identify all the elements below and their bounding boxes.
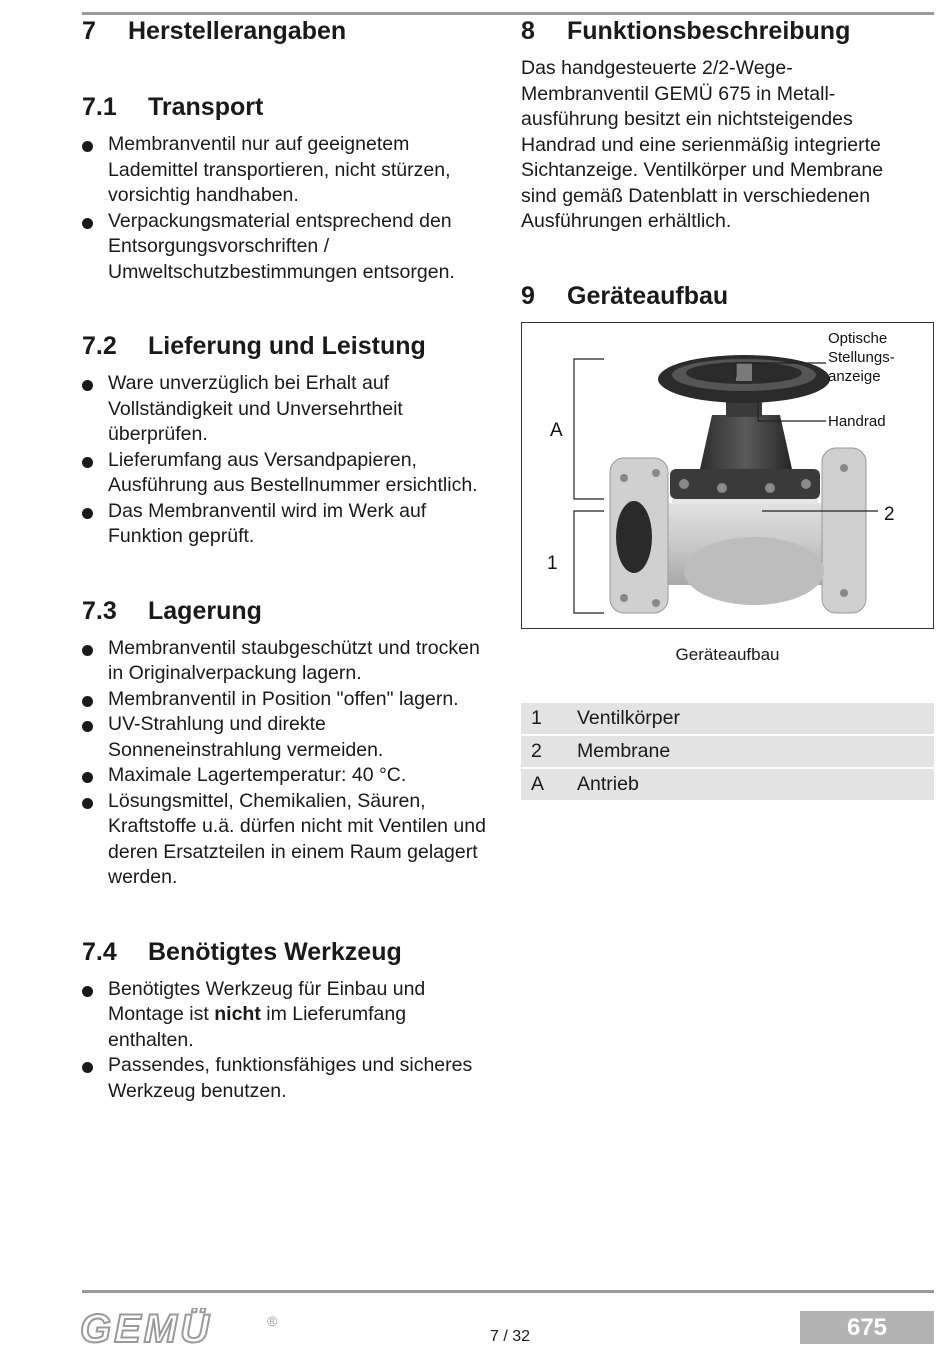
section-number: 7.3 <box>82 596 117 625</box>
section-7-3-heading <box>82 596 492 626</box>
section-7-4-heading <box>82 937 492 967</box>
bolt-hole-shape <box>840 464 848 472</box>
top-rule <box>82 12 934 15</box>
text-segment: Benötigtes Werkzeug für Einbau und Montage ist <box>108 977 426 1025</box>
bolt-shape <box>679 479 689 489</box>
list-item: Membranventil staubgeschützt und trocken in Originalverpackung lagern. <box>82 636 492 687</box>
bolt-hole-shape <box>840 589 848 597</box>
section-7-2-heading <box>82 331 492 361</box>
section-title: Lagerung <box>148 596 262 625</box>
label-optische: Optische <box>828 330 888 347</box>
delivery-list <box>82 371 492 550</box>
diaphragm-valve-illustration <box>522 323 932 627</box>
bolt-shape <box>801 479 811 489</box>
section-title: Transport <box>148 93 264 121</box>
logo-wordmark: GEMÜ <box>80 1308 212 1348</box>
label-2: 2 <box>884 504 895 525</box>
bonnet-shape <box>700 415 792 469</box>
table-row <box>521 736 934 767</box>
list-item: Lösungsmittel, Chemikalien, Säuren, Kraftstoffe u.ä. dürfen nicht mit Ventilen und deren Ersatzteilen in einem Raum gelagert werden. <box>82 789 492 891</box>
section-title: Geräteaufbau <box>567 281 729 310</box>
bonnet-plate-shape <box>670 469 820 499</box>
left-column <box>82 16 492 1104</box>
legend-value: Antrieb <box>577 769 934 800</box>
list-item: Membranventil nur auf geeignetem Lademittel transportieren, nicht stürzen, vorsichtig handhaben. <box>82 132 492 209</box>
bolt-shape <box>765 483 775 493</box>
list-item: Passendes, funktionsfähiges und sicheres Werkzeug benutzen. <box>82 1053 492 1104</box>
bottom-rule <box>82 1290 934 1293</box>
list-item: Membranventil in Position "offen" lagern. <box>82 687 492 713</box>
table-row <box>521 703 934 734</box>
list-item <box>82 977 492 1054</box>
section-7-1-heading <box>82 92 492 122</box>
label-a: A <box>550 420 563 441</box>
label-anzeige: anzeige <box>828 368 881 385</box>
section-8-heading <box>521 16 934 46</box>
list-item: UV-Strahlung und direkte Sonneneinstrahlung vermeiden. <box>82 712 492 763</box>
list-item: Das Membranventil wird im Werk auf Funktion geprüft. <box>82 499 492 550</box>
transport-list <box>82 132 492 285</box>
figure-caption: Geräteaufbau <box>675 645 780 664</box>
function-description: Das handgesteuerte 2/2-Wege-Membranventil GEMÜ 675 in Metall-ausführung besitzt ein nichtsteigendes Handrad und eine serienmäßig integrierte Sichtanzeige. Ventilkörper und Membrane sind gemäß Datenblatt in verschiedenen Ausführungen erhältlich. <box>521 57 884 232</box>
text-segment: im Lieferumfang enthalten. <box>108 1003 407 1051</box>
model-number-badge: 675 <box>800 1311 934 1344</box>
section-title: Funktionsbeschreibung <box>567 17 851 45</box>
label-handrad: Handrad <box>828 413 886 430</box>
bolt-shape <box>717 483 727 493</box>
section-number: 7 <box>82 17 96 45</box>
label-stellungs: Stellungs- <box>828 349 895 366</box>
position-indicator-shape <box>736 363 752 381</box>
section-number: 7.2 <box>82 332 117 360</box>
bolt-hole-shape <box>620 594 628 602</box>
bolt-hole-shape <box>652 469 660 477</box>
legend-key: 2 <box>521 736 577 767</box>
bolt-hole-shape <box>652 599 660 607</box>
bolt-hole-shape <box>620 474 628 482</box>
label-1: 1 <box>547 553 558 574</box>
legend-key: 1 <box>521 703 577 734</box>
section-title: Lieferung und Leistung <box>148 332 426 360</box>
gemu-logo <box>80 1308 300 1348</box>
page-number: 7 / 32 <box>489 1328 531 1345</box>
section-number: 9 <box>521 281 535 310</box>
emphasis-text: nicht <box>214 1003 261 1025</box>
section-number: 7.1 <box>82 93 117 121</box>
pipe-opening-shape <box>616 501 652 573</box>
tools-list <box>82 977 492 1105</box>
parts-legend-table <box>521 701 934 802</box>
legend-key: A <box>521 769 577 800</box>
list-item: Ware unverzüglich bei Erhalt auf Vollständigkeit und Unversehrtheit überprüfen. <box>82 371 492 448</box>
section-9-heading <box>521 281 934 311</box>
registered-mark: ® <box>267 1313 278 1329</box>
section-title: Benötigtes Werkzeug <box>148 937 402 966</box>
section-7-heading <box>82 16 492 46</box>
legend-value: Ventilkörper <box>577 703 934 734</box>
bracket-1-shape <box>574 511 604 613</box>
legend-value: Membrane <box>577 736 934 767</box>
right-flange-shape <box>822 448 866 613</box>
valve-figure <box>521 322 934 629</box>
section-number: 8 <box>521 17 535 45</box>
diaphragm-shape <box>672 499 818 504</box>
section-title: Herstellerangaben <box>128 17 347 45</box>
list-item: Verpackungsmaterial entsprechend den Entsorgungsvorschriften / Umweltschutzbestimmungen entsorgen. <box>82 209 492 286</box>
list-item: Lieferumfang aus Versandpapieren, Ausführung aus Bestellnummer ersichtlich. <box>82 448 492 499</box>
table-row <box>521 769 934 800</box>
storage-list <box>82 636 492 891</box>
bracket-a-shape <box>574 359 604 499</box>
gemu-logo-mark <box>80 1308 300 1348</box>
list-item: Maximale Lagertemperatur: 40 °C. <box>82 763 492 789</box>
valve-belly-shape <box>684 537 824 605</box>
section-number: 7.4 <box>82 937 117 966</box>
right-column <box>521 16 934 311</box>
